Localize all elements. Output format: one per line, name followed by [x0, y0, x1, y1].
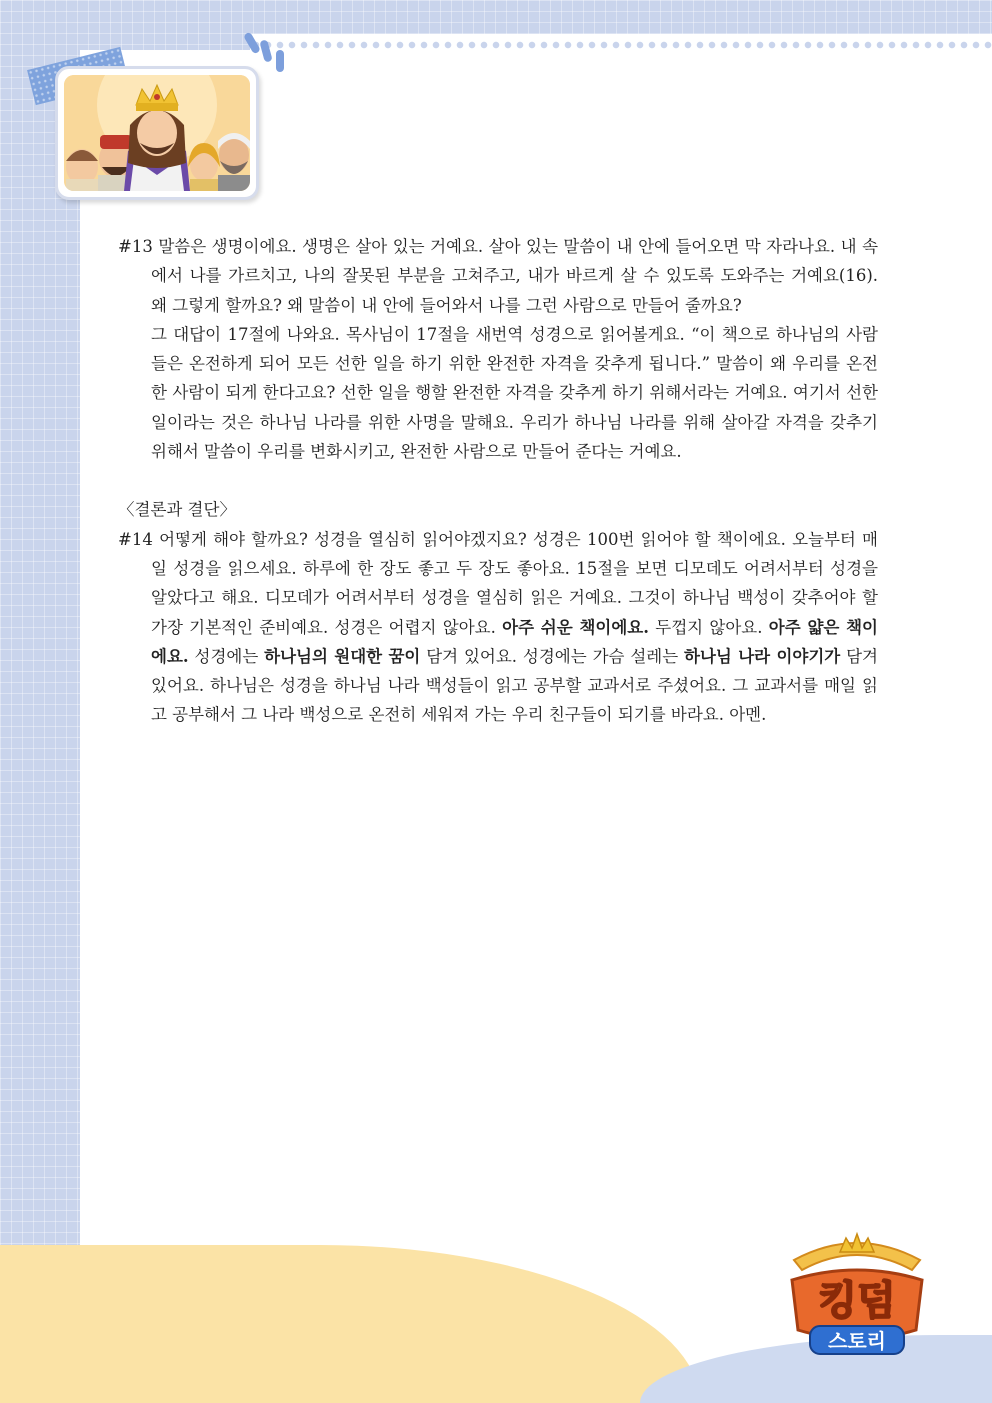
- section-number: #13: [118, 237, 153, 256]
- logo-subtitle: 스토리: [828, 1329, 886, 1353]
- bold-phrase: 하나님의 원대한 꿈이: [264, 646, 421, 666]
- sermon-text: [118, 232, 878, 730]
- kingdom-story-logo: [782, 1230, 932, 1360]
- section-14-paragraph: [118, 525, 878, 730]
- section-14-text: 담겨 있어요. 하나님은 성경을 하나님 나라 백성들이 읽고 공부할 교과서로 주셨어요. 그 교과서를 매일 읽고 공부해서 그 나라 백성으로 온전히 세워져 가는 우리 친구들이 되기를 바라요. 아멘.: [151, 646, 878, 725]
- perforated-edge: [250, 34, 992, 56]
- bible-characters-illustration: [64, 75, 250, 191]
- section-14-text: 두껍지 않아요.: [648, 617, 769, 637]
- section-14-text: 어떻게 해야 할까요? 성경을 열심히 읽어야겠지요? 성경은 100번 읽어야 할 책이에요. 오늘부터 매일 성경을 읽으세요. 하루에 한 장도 좋고 두 장도 좋아요. 15절을 보면 디모데도 어려서부터 성경을 알았다고 해요. 디모데가 어려서부터 성경을 열심히 읽은 거예요. 그것이 하나님 백성이 갖추어야 할 가장 기본적인 준비예요. 성경은 어렵지 않아요.: [151, 529, 878, 637]
- section-14-text: 담겨 있어요. 성경에는 가슴 설레는: [420, 646, 685, 666]
- section-14-text: 성경에는: [188, 646, 265, 666]
- bold-phrase: 하나님 나라 이야기가: [684, 646, 841, 666]
- accent-dash: [276, 50, 284, 72]
- section-13-continuation: [118, 320, 878, 466]
- section-13-text: 말씀은 생명이에요. 생명은 살아 있는 거예요. 살아 있는 말씀이 내 안에 들어오면 막 자라나요. 내 속에서 나를 가르치고, 나의 잘못된 부분을 고쳐주고, 내가 바르게 살 수 있도록 도와주는 거예요(16). 왜 그렇게 할까요? 왜 말씀이 내 안에 들어와서 나를 그런 사람으로 만들어 줄까요?: [151, 237, 879, 315]
- bold-phrase: 아주 얇은 책이에요.: [151, 617, 878, 666]
- conclusion-heading: 〈결론과 결단〉: [118, 500, 236, 520]
- section-13-paragraph: [118, 232, 878, 320]
- character-illustration-card: [55, 66, 259, 200]
- section-number: #14: [118, 529, 153, 549]
- section-13-text-2: 그 대답이 17절에 나와요. 목사님이 17절을 새번역 성경으로 읽어볼게요. “이 책으로 하나님의 사람들은 온전하게 되어 모든 선한 일을 하기 위한 완전한 자격을 갖추게 됩니다.” 말씀이 왜 우리를 온전한 사람이 되게 한다고요? 선한 일을 행할 완전한 자격을 갖추게 하기 위해서라는 거예요. 여기서 선한 일이라는 것은 하나님 나라를 위한 사명을 말해요. 우리가 하나님 나라를 위해 살아갈 자격을 갖추기 위해서 말씀이 우리를 변화시키고, 완전한 사람으로 만들어 준다는 거예요.: [151, 324, 878, 462]
- bold-phrase: 아주 쉬운 책이에요.: [502, 617, 649, 637]
- logo-title: 킹덤: [818, 1278, 896, 1324]
